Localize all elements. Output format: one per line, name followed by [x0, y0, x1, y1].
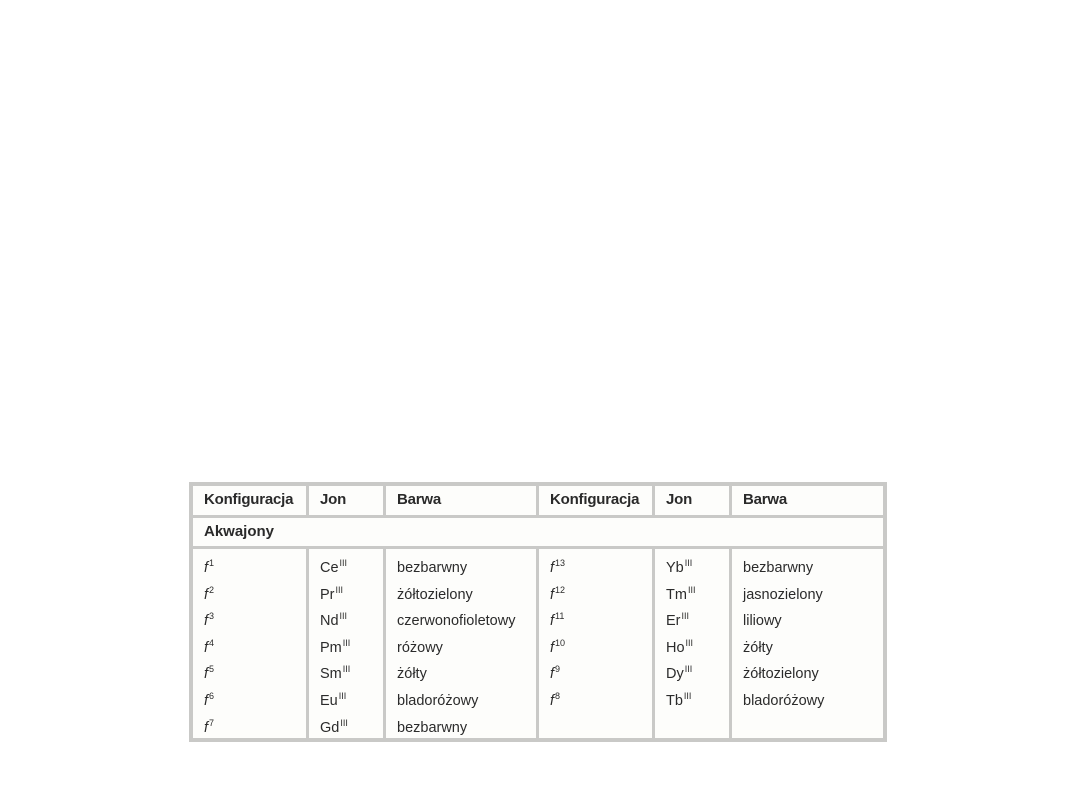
- ion-cell-base: Sm: [320, 666, 342, 683]
- ion-cell-superscript: III: [340, 717, 348, 728]
- header-jon-right: Jon: [655, 486, 729, 515]
- color-cell: żółty: [397, 666, 427, 683]
- configuration-cell: [550, 608, 565, 635]
- configuration-cell-superscript: 1: [209, 558, 215, 568]
- configuration-cell-superscript: 2: [209, 584, 215, 595]
- configuration-cell: [204, 582, 214, 609]
- ion-cell-base: Yb: [666, 560, 684, 576]
- configuration-cell: [204, 715, 214, 742]
- color-cell: bladoróżowy: [397, 692, 479, 709]
- header-konfiguracja-right: Konfiguracja: [539, 486, 652, 515]
- ion-cell-superscript: III: [342, 664, 351, 675]
- configuration-cell-base: f: [550, 613, 555, 630]
- color-cell: bezbarwny: [743, 560, 814, 576]
- ion-cell: [666, 688, 695, 715]
- color-cell: czerwonofioletowy: [397, 613, 516, 630]
- configuration-cell-superscript: 7: [209, 717, 215, 728]
- ion-cell-superscript: III: [684, 664, 693, 675]
- ion-cell-superscript: III: [339, 558, 348, 568]
- group-label-akwajony: Akwajony: [193, 518, 883, 546]
- configuration-cell: [550, 688, 565, 715]
- configuration-cell-superscript: 5: [209, 664, 215, 675]
- configuration-cell: [550, 555, 565, 582]
- ion-cell-superscript: III: [338, 690, 347, 701]
- color-cell: żółtozielony: [397, 586, 473, 603]
- configuration-cell-superscript: 8: [555, 690, 561, 701]
- ion-cell-base: Ce: [320, 560, 339, 576]
- configuration-cell: [204, 635, 214, 662]
- color-cell: bezbarwny: [397, 560, 468, 576]
- configuration-cell: [204, 608, 214, 635]
- ion-cell: [666, 582, 695, 609]
- ion-cell: [666, 608, 695, 635]
- configuration-cell-base: f: [204, 639, 209, 656]
- column-konfiguracja-right: [539, 549, 652, 738]
- color-cell: bezbarwny: [397, 719, 468, 736]
- ion-cell-base: Er: [666, 613, 681, 630]
- ion-cell-superscript: III: [335, 584, 344, 595]
- column-konfiguracja-left: [193, 549, 306, 738]
- ion-cell-base: Pm: [320, 639, 342, 656]
- configuration-cell-base: f: [204, 613, 209, 630]
- ion-cell-base: Tb: [666, 692, 683, 709]
- configuration-cell-superscript: 13: [555, 558, 566, 568]
- color-cell: żółtozielony: [743, 666, 819, 683]
- ion-cell-base: Pr: [320, 586, 335, 603]
- column-barwa-left: [386, 549, 536, 738]
- ion-cell: [666, 661, 695, 688]
- ion-cell-base: Ho: [666, 639, 685, 656]
- ion-cell: [320, 555, 350, 582]
- configuration-cell: [550, 661, 565, 688]
- ion-cell-superscript: III: [685, 637, 694, 648]
- configuration-cell-base: f: [550, 666, 555, 683]
- configuration-cell-superscript: 3: [209, 611, 215, 622]
- ion-cell-base: Tm: [666, 586, 687, 603]
- configuration-cell-superscript: 9: [555, 664, 561, 675]
- ion-cell-superscript: III: [339, 611, 348, 622]
- configuration-cell: [550, 635, 565, 662]
- configuration-cell-superscript: 12: [555, 584, 566, 595]
- configuration-cell-superscript: 6: [209, 690, 215, 701]
- configuration-cell: [204, 555, 214, 582]
- configuration-cell-superscript: 11: [555, 611, 565, 622]
- ion-cell-superscript: III: [342, 637, 351, 648]
- ion-cell: [320, 582, 350, 609]
- column-jon-right: [655, 549, 729, 738]
- header-jon-left: Jon: [309, 486, 383, 515]
- color-cell: jasnozielony: [743, 586, 823, 603]
- color-cell: liliowy: [743, 613, 782, 630]
- ion-cell-base: Nd: [320, 613, 339, 630]
- ion-cell: [320, 661, 350, 688]
- ion-cell: [320, 635, 350, 662]
- color-cell: bladoróżowy: [743, 692, 825, 709]
- configuration-cell-superscript: 4: [209, 637, 215, 648]
- configuration-cell-base: f: [204, 586, 209, 603]
- configuration-cell-base: f: [204, 719, 209, 736]
- configuration-cell: [204, 661, 214, 688]
- ion-cell-superscript: III: [681, 611, 690, 622]
- configuration-cell-base: f: [204, 692, 209, 709]
- configuration-cell-base: f: [550, 586, 555, 603]
- header-barwa-right: Barwa: [732, 486, 883, 515]
- ion-cell: [320, 715, 350, 742]
- column-barwa-right: [732, 549, 883, 738]
- color-cell: różowy: [397, 639, 443, 656]
- configuration-cell-superscript: 10: [555, 637, 566, 648]
- configuration-cell: [204, 688, 214, 715]
- lanthanide-color-table: [189, 482, 887, 742]
- configuration-cell-base: f: [550, 560, 555, 576]
- configuration-cell-base: f: [550, 639, 555, 656]
- ion-cell-superscript: III: [684, 558, 693, 568]
- header-barwa-left: Barwa: [386, 486, 536, 515]
- color-cell: żółty: [743, 639, 773, 656]
- configuration-cell-base: f: [204, 560, 209, 576]
- configuration-cell: [550, 582, 565, 609]
- configuration-cell-base: f: [204, 666, 209, 683]
- ion-cell-base: Gd: [320, 719, 340, 736]
- column-jon-left: [309, 549, 383, 738]
- ion-cell: [320, 688, 350, 715]
- ion-cell: [320, 608, 350, 635]
- ion-cell-superscript: III: [687, 584, 696, 595]
- configuration-cell-base: f: [550, 692, 555, 709]
- ion-cell-superscript: III: [683, 690, 692, 701]
- ion-cell-base: Dy: [666, 666, 684, 683]
- ion-cell: [666, 635, 695, 662]
- header-konfiguracja-left: Konfiguracja: [193, 486, 306, 515]
- ion-cell: [666, 555, 695, 582]
- ion-cell-base: Eu: [320, 692, 338, 709]
